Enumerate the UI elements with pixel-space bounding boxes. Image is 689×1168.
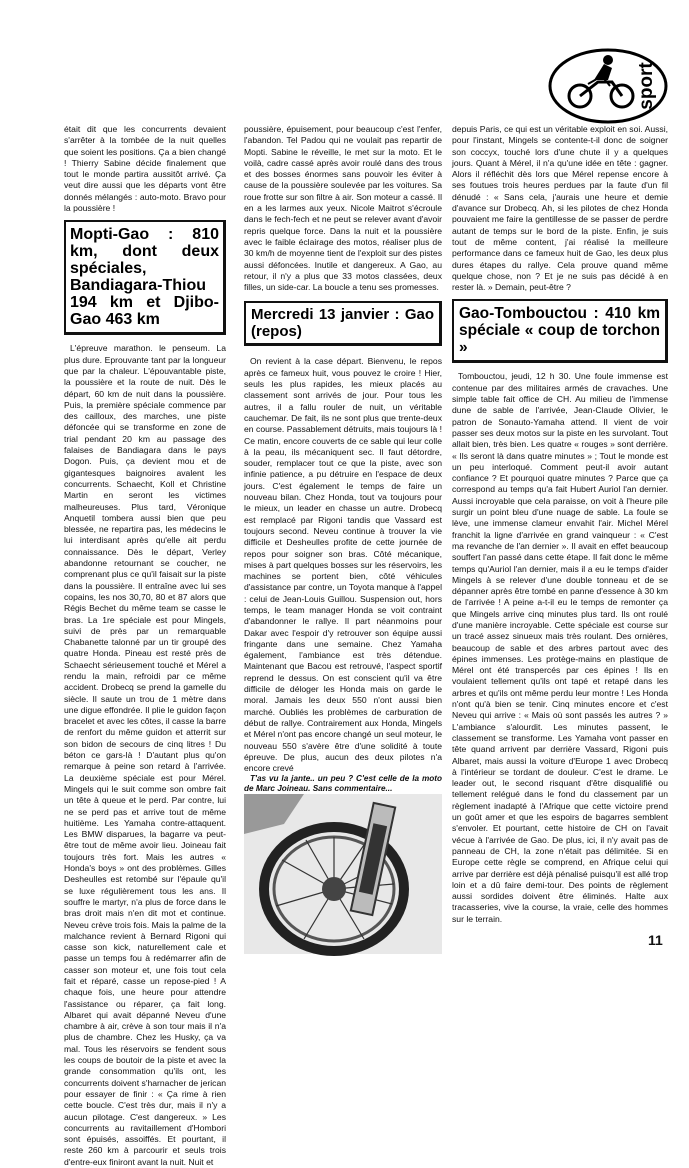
photo-caption: T'as vu la jante.. un peu ? C'est celle de la moto de Marc Joineau. Sans commentaire... [244,774,442,794]
col1-paragraph-1: était dit que les concurrents devaient s'arrêter à la tombée de la nuit quelles que soient les positions. Ça a bien changé ! Thierry Sabine décide finalement que tout le monde partira aussitôt arrivé. Ça veut dire aussi que les départs vont être donnés mélangés : auto-moto. Bravo pour la poussière ! [64,124,226,214]
col3-paragraph-1: depuis Paris, ce qui est un véritable exploit en soi. Aussi, pour l'instant, Mingels se contente-t-il donc de soigner son coccyx, touché lors d'une chute il y a quelques jours. Quant à Mérel, il n'a qu'une idée en tête : gagner. Alors il réfléchit dès lors que Mérel repense encore à ses foutues trois heures perdues par la faute d'un fil dénudé : « Sans cela, j'aurais une heure et demie d'avance sur Drobecq. Ah, si les pilotes de chez Honda pouvaient me faire la gentillesse de se passer de perdre autant de temps sur le bord de la piste. Enfin, je suis tout de même content, j'ai réalisé la meilleure performance dans ce fameux huit de Gao, les deux plus dures étapes du rallye. Cela prouve quand même quelque chose, non ? Et je ne suis pas décidé à en rester là. » Demain, peut-être ? [452,124,668,293]
sport-logo [548,46,672,126]
col1-paragraph-2: L'épreuve marathon. le penseum. La plus dure. Eprouvante tant par la longueur que par la chaleur. L'épouvantable piste, la poussière et la route de nuit. Dès le départ, 60 km de nuit dans la poussière. Puis, la première spéciale commence par des cailloux, des marches, une piste défoncée qui se transforme en zone de trial pendant 20 km au passage des falaises de Bandiagara dans le pays Dogon. Puis, ça devient mou et de gigantesques baignoires avalent les concurrents. Schaecht, Koll et Christine Martin en seront les victimes malheureuses. Plus tard, Véronique Anquetil tombera aussi bien que peu blessée, ne repartira pas, les médecins le lui interdisant après qu'elle ait perdu connaissance. Dès le départ, Verley abandonne retournant se coucher, ne comprenant plus ce qu'il faisait sur la piste dans la poussière. Il entraîne avec lui ses copains, les nos 30,70, 80 et 87 alors que Régis Bechet du même team se casse le bras. La 1re spéciale est pour Mingels, suivi de près par un remarquable Chabanette talonné par un tir groupé des quatre Honda. Pineau est resté près de Schaecht sérieusement touché et Mérel a rendu la main, refroidi par ce même accident. Drobecq se prend la gamelle du siècle. Il saute un trou de 1 mètre dans une digue effondrée. Il plie le guidon façon bracelet et avec les côtes, il casse la barre de renfort du même guidon et atterrit sur son bidon de secours de cinq litres ! Du béton ce gars-là ! D'autant plus qu'on remarque à peine son retard à l'arrivée. La deuxième spéciale est pour Mérel. Mingels qui le suit comme son ombre fait un tête à queue et le perd. Par contre, lui ne se perd pas et arrive tout de même huitième. Les Yamaha contre-attaquent. Les BMW disparues, la bagarre va peut-être tout de même avoir lieu. Joineau fait toujours très fort. Mais les autres « Honda's boys » ont des problèmes. Gilles Desheulles est retombé sur l'épaule qu'il se luxe régulièrement tous les ans. Il souffre le martyr, n'a plus de force dans le bras droit mais n'en dit mot et continue. Neveu crève trois fois. Mais la palme de la malchance revient à Bernard Rigoni qui casse son kick, naturellement cale et passe un temps fou à redémarrer afin de casser son moteur et, une fois tout cela fait et réparé, casse un repose-pied ! A chaque fois, une heure pour attendre l'assistance ou réparer, ça fait long. Albaret qui avait dépanné Neveu d'une chambre à air, crève à son tour mais il n'a plus de chambre. Chez les Husky, ça va mal. Tous les réservoirs se fendent sous les coups de boutoir de la piste et avec la grande consommation qu'ils ont, les concurrents doivent s'harnacher de jerican pour essayer de finir : « Ça rime à rien cette boucle. C'est très dur, mais il n'y a aucun pilotage. C'est dangereux. » Les concurrents au ravitaillement d'Hombori sont épuisés, assoiffés. Et pourtant, il reste 260 km à parcourir et seuls trois d'entre-eux finiront avant la nuit. Nuit et [64,343,226,1167]
column-3 [452,124,668,944]
section-heading-gao-repos: Mercredi 13 janvier : Gao (repos) [244,301,442,346]
col2-paragraph-1: poussière, épuisement, pour beaucoup c'est l'enfer, l'abandon. Tel Padou qui ne voulait pas repartir de Mopti. Sabine le réveille, le met sur la moto. Et le voilà, cadre cassé après avoir roulé dans des trous et des bosses énormes sans pouvoir les éviter à cause de la poussière soulevée par les voitures. Sa roue frotte sur son filtre à air. Son moteur a cassé. Il en a les larmes aux yeux. Nicole Maitrot s'écroule dans le fech-fech et ne peut se relever avant d'avoir repris quelque force. Dans la nuit et la poussière avec le faible éclairage des motos, réaliser plus de 30 km/h de moyenne tient de l'exploit sur des pistes aussi défoncées. Inutile et dangereux. A Gao, au retour, il n'y a plus que 33 motos classées, deux filles, un side-car. La boucle a tenu ses promesses. [244,124,442,293]
page-number: 11 [648,932,663,948]
col3-paragraph-2: Tombouctou, jeudi, 12 h 30. Une foule immense est contenue par des militaires armés de cravaches. Une simple table fait office de CH. Au milieu de l'immense dune de sable de l'arrivée, Jean-Claude Olivier, le patron de Sonauto-Yamaha attend. Il vient de voir passer ses deux motos sur la piste en les survolant. Tout allait bien, très bien. Les quatre « rouges » sont derrière. « Ils seront là dans quatre minutes » ; Tout le monde est un peu interloqué. Comment peut-il avoir autant confiance ? Et pourquoi quatre minutes ? Parce que ça correspond au temps qu'a fait Hubert Auriol l'an dernier. Aussi incroyable que cela paraisse, on voit à l'heure pile surgir un point bleu d'une nuage de sable. La foule se lève, une immense clameur envahit l'air. Michel Mérel franchit la ligne d'arrivée en grand vainqueur : « C'est ma revanche de l'an dernier ». Il avait en effet beaucoup souffert l'an passé dans cette étape. Il fait donc le même temps qu'Auriol l'an dernier, mais il a eu le temps d'aider Mingels à se relever d'une double tonneau et de se dépanner après être tombé en panne d'essence à 30 km de l'arrivée ! A peine a-t-il eu le temps de remonter ça que Mingels arrive cinq minutes plus tard. Ils ont roulé d'une manière incroyable. Cette spéciale est course sur un tracé assez sinueux mais très roulant. Des ornières, beaucoup de sable et des arbres partout avec des épines immenses. Les protège-mains en plastique de Mérel ont été transpercés par ces épines ! Ils en voulaient tellement qu'ils ont tapé et retapé dans les arbres et qu'ils ont même perdu leur montre ! Les Honda n'ont qu'à bien se tenir. Cinq minutes encore et c'est Neveu qui arrive : « Mais où sont passés les autres ? » L'ambiance s'alourdit. Les minutes passent, le classement se transforme. Les Yamaha vont passer en tête quand arrivent par derrière Vassard, Rigoni puis Albaret, mais aussi la voiture d'Europe 1 avec Drobecq à l'intérieur se tordant de douleur. C'est le drame. Le leader out, le second risquant d'être disqualifié ou tellement relégué dans le fond du classement par un règlement inadapté à l'Afrique que cette victoire prend un goût amer et que les espoirs de bagarres semblent s'envoler. Et pourtant, cette histoire de CH on l'avait vécue à l'arrivée de Gao. De plus, ici, il n'y avait pas de panneau de CH, la zone n'était pas délimitée. Si en Europe cette règle se comprend, en Afrique celui qui arrive par derrière est déjà pénalisé puisqu'il est allé trop loin et a dû faire demi-tour. Des points de règlement aussi sordides doivent être éliminés. Halte aux tracasseries, vive la course, la vraie, celle des hommes sur le terrain. [452,371,668,924]
column-2 [244,124,442,944]
column-1 [64,124,226,1167]
section-heading-gao-tombouctou: Gao-Tombouctou : 410 km spéciale « coup de torchon » [452,299,668,363]
logo-text: sport [636,62,657,110]
col2-paragraph-2: On revient à la case départ. Bienvenu, le repos après ce fameux huit, vous pouvez le croire ! Hier, seuls les plus rapides, les mieux placés au classement sont arrivés de jour. Pour tous les autres, il a fallu rouler de nuit, un véritable cauchemar. De fait, ils ne sont plus que trente-deux en course. Passablement détruits, mais toujours là ! Ce matin, encore couverts de ce sable qui leur colle à la peau, ils mécaniquent sec. Il faut détordre, souder, remplacer tout ce que la piste, avec son infinie patience, a pu détruire en l'espace de deux jours. C'est également le temps de faire un nouveau bilan. Chez Honda, tout va toujours pour le mieux, un leader en chasse un autre. Drobecq est remplacé par Rigoni tandis que Vassard est toujours second. Neveu continue à trouver la vie difficile et Desheulles profite de cette journée de repos pour soigner son bras. Côté mécanique, mises à part quelques bosses sur les réservoirs, les machines se portent bien, côté véhicules d'assistance par contre, un Toyota manque à l'appel : celui de Jean-Louis Guillou. Suspension out, hors temps, le team manager Honda se voit contraint d'abandonner le rallye. Il part néanmoins pour Dakar avec l'espoir d'y retrouver son équipe aussi fringante dans une semaine. Chez Yamaha également, l'ambiance est très détendue. Maintenant que Bacou est retrouvé, l'aspect sportif reprend le dessus. On est conscient qu'il va être difficile de déloger les Honda mais on garde le moral. Jamais les deux 550 n'ont aussi bien marché. Oubliés les problèmes de carburation de début de rallye. Contrairement aux Honda, Mingels et Mérel n'ont pas encore changé un seul moteur, le nouveau 550 s'avère être d'une solidité à toute épreuve. De plus, aucun des deux pilotes n'a encore crevé [244,356,442,774]
section-heading-mopti-gao: Mopti-Gao : 810 km, dont deux spéciales, Bandiagara-Thiou 194 km et Djibo-Gao 463 km [64,220,226,335]
wheel-rim-photo [244,794,442,954]
